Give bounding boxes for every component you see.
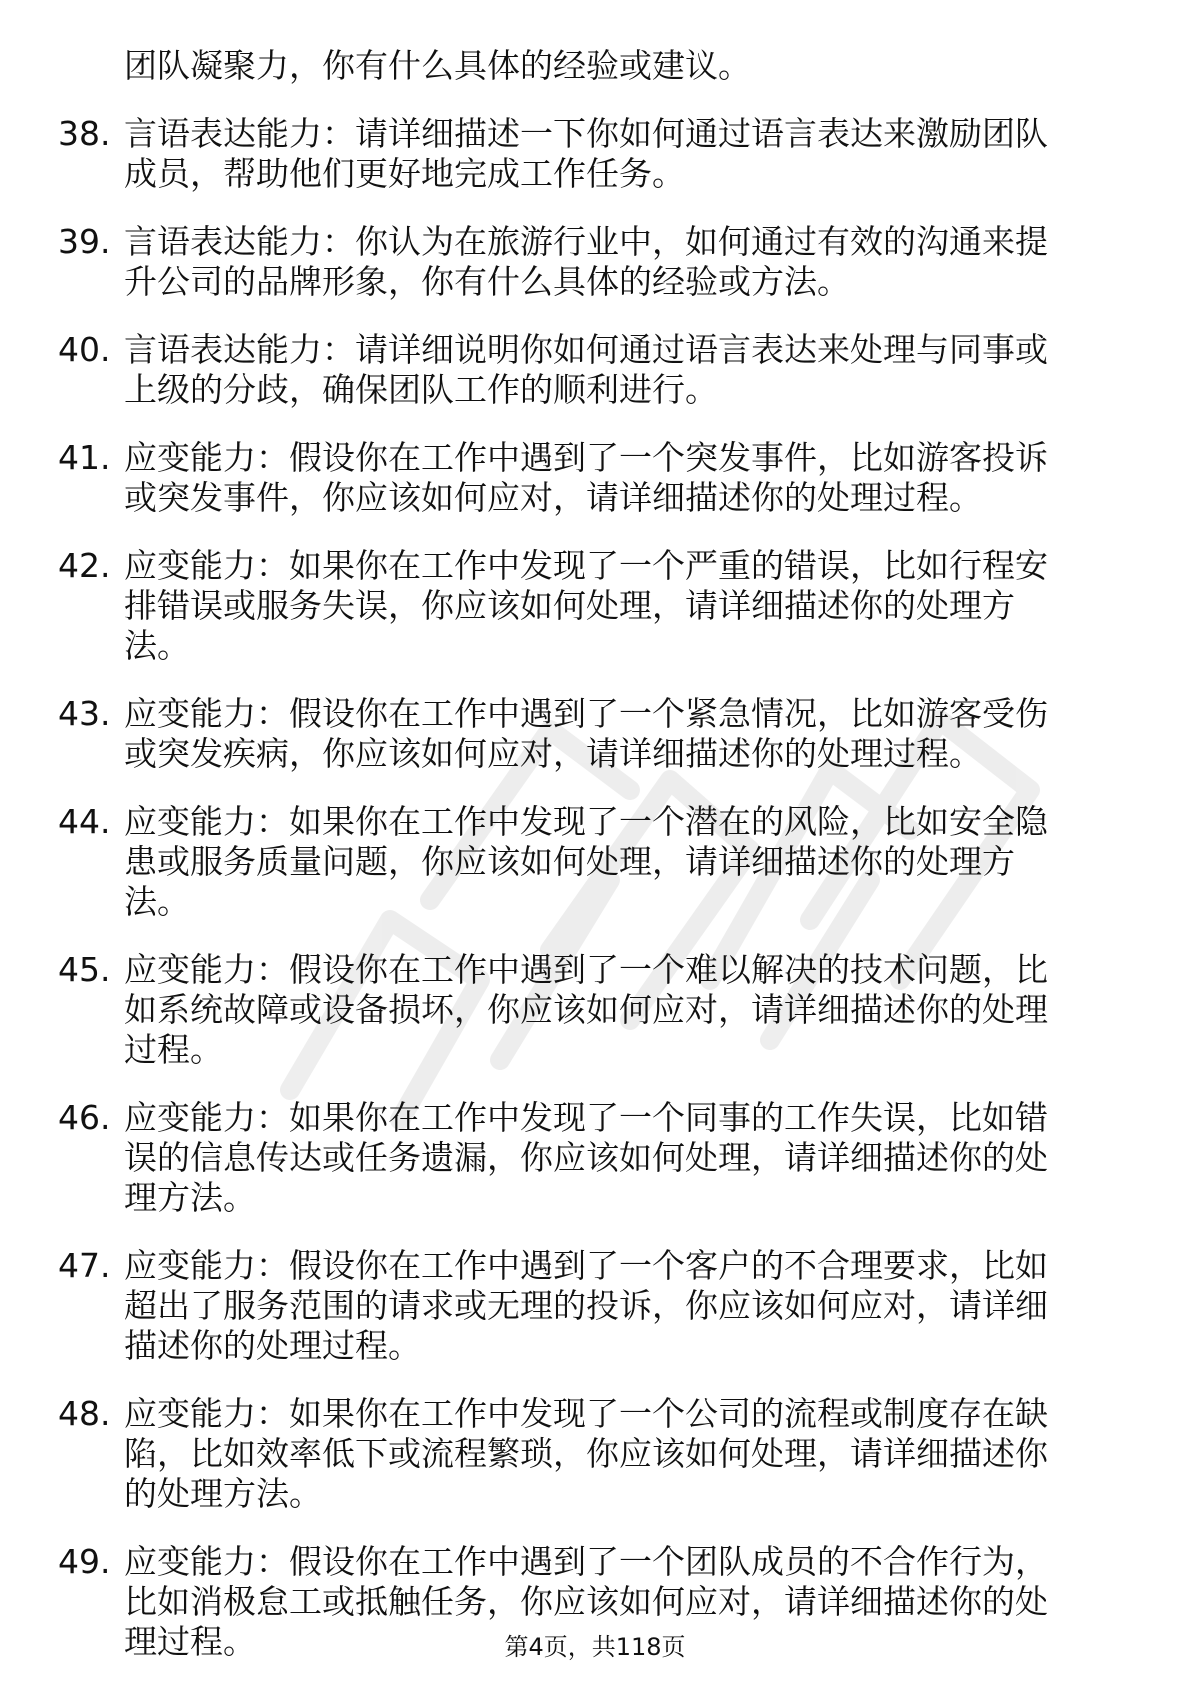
question-line: 如系统故障或设备损坏，你应该如何应对，请详细描述你的处理 [124, 990, 1048, 1029]
question-text [124, 222, 1118, 302]
question-line: 法。 [124, 626, 190, 665]
question-line: 成员，帮助他们更好地完成工作任务。 [124, 154, 685, 193]
question-text [124, 1394, 1118, 1514]
question-item [58, 1394, 1118, 1514]
question-line: 言语表达能力：请详细说明你如何通过语言表达来处理与同事或 [124, 330, 1048, 369]
question-line: 升公司的品牌形象，你有什么具体的经验或方法。 [124, 262, 850, 301]
question-number: 38. [58, 114, 111, 153]
document-body [58, 46, 1118, 1690]
question-text [124, 546, 1118, 666]
question-line: 超出了服务范围的请求或无理的投诉，你应该如何应对，请详细 [124, 1286, 1048, 1325]
question-number: 45. [58, 950, 111, 989]
question-line: 或突发事件，你应该如何应对，请详细描述你的处理过程。 [124, 478, 982, 517]
question-number: 43. [58, 694, 111, 733]
question-item [58, 114, 1118, 194]
question-line: 应变能力：假设你在工作中遇到了一个团队成员的不合作行为， [124, 1542, 1048, 1581]
question-text [124, 330, 1118, 410]
question-item [58, 438, 1118, 518]
question-line: 的处理方法。 [124, 1474, 322, 1513]
question-item [58, 950, 1118, 1070]
question-text [124, 802, 1118, 922]
question-line: 应变能力：假设你在工作中遇到了一个突发事件，比如游客投诉 [124, 438, 1048, 477]
question-item [58, 1098, 1118, 1218]
question-line: 应变能力：如果你在工作中发现了一个严重的错误，比如行程安 [124, 546, 1048, 585]
question-number: 47. [58, 1246, 111, 1285]
question-line: 描述你的处理过程。 [124, 1326, 421, 1365]
question-number: 41. [58, 438, 111, 477]
question-number: 49. [58, 1542, 111, 1581]
question-number: 42. [58, 546, 111, 585]
question-text [124, 438, 1118, 518]
question-text [124, 114, 1118, 194]
question-text [124, 950, 1118, 1070]
question-item [58, 330, 1118, 410]
question-line: 上级的分歧，确保团队工作的顺利进行。 [124, 370, 718, 409]
continuation-line: 团队凝聚力，你有什么具体的经验或建议。 [124, 46, 751, 85]
page-footer: 第4页，共118页 [504, 1633, 686, 1661]
question-line: 误的信息传达或任务遗漏，你应该如何处理，请详细描述你的处 [124, 1138, 1048, 1177]
question-number: 46. [58, 1098, 111, 1137]
question-item [58, 694, 1118, 774]
question-line: 言语表达能力：请详细描述一下你如何通过语言表达来激励团队 [124, 114, 1048, 153]
question-line: 排错误或服务失误，你应该如何处理，请详细描述你的处理方 [124, 586, 1015, 625]
question-line: 理方法。 [124, 1178, 256, 1217]
question-line: 应变能力：如果你在工作中发现了一个同事的工作失误，比如错 [124, 1098, 1048, 1137]
question-line: 应变能力：如果你在工作中发现了一个潜在的风险，比如安全隐 [124, 802, 1048, 841]
question-item [58, 1246, 1118, 1366]
question-line: 应变能力：假设你在工作中遇到了一个紧急情况，比如游客受伤 [124, 694, 1048, 733]
question-item [58, 802, 1118, 922]
question-line: 法。 [124, 882, 190, 921]
question-text [124, 694, 1118, 774]
question-text [124, 1098, 1118, 1218]
question-line: 应变能力：如果你在工作中发现了一个公司的流程或制度存在缺 [124, 1394, 1048, 1433]
question-text [124, 1246, 1118, 1366]
question-item [58, 546, 1118, 666]
question-line: 应变能力：假设你在工作中遇到了一个难以解决的技术问题，比 [124, 950, 1048, 989]
question-line: 理过程。 [124, 1622, 256, 1661]
question-line: 过程。 [124, 1030, 223, 1069]
question-list [58, 114, 1118, 1662]
question-number: 39. [58, 222, 111, 261]
question-number: 48. [58, 1394, 111, 1433]
question-number: 44. [58, 802, 111, 841]
question-line: 应变能力：假设你在工作中遇到了一个客户的不合理要求，比如 [124, 1246, 1048, 1285]
question-number: 40. [58, 330, 111, 369]
question-line: 比如消极怠工或抵触任务，你应该如何应对，请详细描述你的处 [124, 1582, 1048, 1621]
question-line: 患或服务质量问题，你应该如何处理，请详细描述你的处理方 [124, 842, 1015, 881]
question-line: 言语表达能力：你认为在旅游行业中，如何通过有效的沟通来提 [124, 222, 1048, 261]
question-item [58, 222, 1118, 302]
question-line: 或突发疾病，你应该如何应对，请详细描述你的处理过程。 [124, 734, 982, 773]
question-line: 陷，比如效率低下或流程繁琐，你应该如何处理，请详细描述你 [124, 1434, 1048, 1473]
